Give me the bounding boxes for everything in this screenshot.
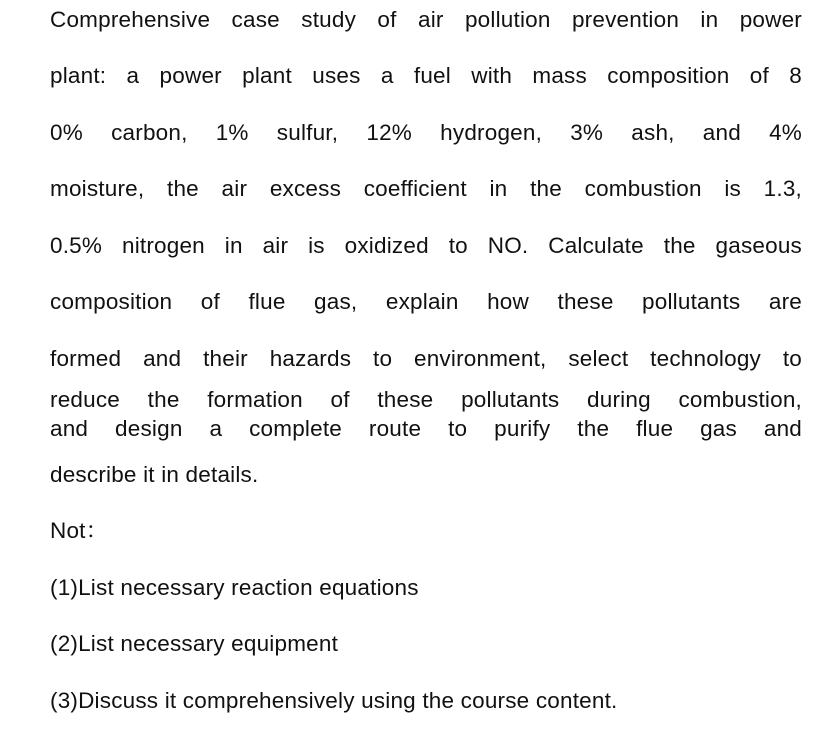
note-item-3: (3)Discuss it comprehensively using the course content. <box>50 688 618 713</box>
note-heading: Not： <box>50 518 109 543</box>
note-item-2: (2)List necessary equipment <box>50 631 339 656</box>
paragraph-line-1: Comprehensive case study of air pollution prevention in power <box>50 7 802 32</box>
paragraph-line-8: reduce the formation of these pollutants during combustion, <box>50 387 802 412</box>
paragraph-line-2: plant: a power plant uses a fuel with mass composition of 8 <box>50 63 802 88</box>
paragraph-line-10: describe it in details. <box>50 462 259 487</box>
paragraph-line-7: formed and their hazards to environment, select technology to <box>50 346 802 371</box>
paragraph-line-4: moisture, the air excess coefficient in the combustion is 1.3, <box>50 176 802 201</box>
paragraph-line-3: 0% carbon, 1% sulfur, 12% hydrogen, 3% ash, and 4% <box>50 120 802 145</box>
paragraph-line-9: and design a complete route to purify the flue gas and <box>50 416 802 441</box>
paragraph-line-5: 0.5% nitrogen in air is oxidized to NO. Calculate the gaseous <box>50 233 802 258</box>
paragraph-line-6: composition of flue gas, explain how these pollutants are <box>50 289 802 314</box>
note-item-1: (1)List necessary reaction equations <box>50 575 419 600</box>
